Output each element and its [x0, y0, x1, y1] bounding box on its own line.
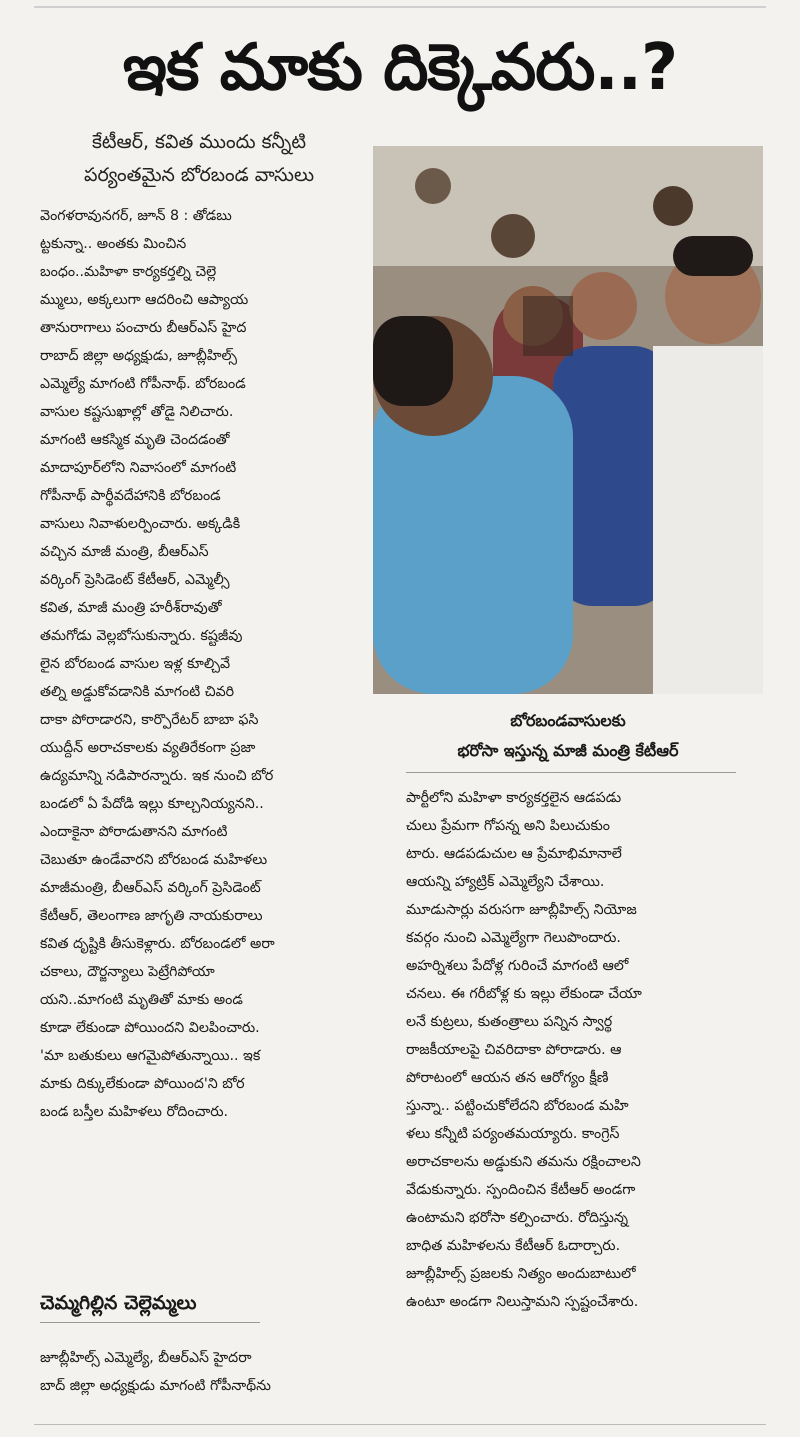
- text-line: తానురాగాలు పంచారు బీఆర్ఎస్ హైద: [40, 320, 247, 336]
- subhead: చెమ్మగిల్లిన చెల్లెమ్మలు: [40, 1292, 197, 1314]
- text-line: బాధిత మహిళలను కేటీఆర్ ఓదార్చారు.: [406, 1238, 621, 1254]
- caption-line: బోరబండవాసులకు: [510, 711, 626, 730]
- text-line: కేటీఆర్, తెలంగాణ జాగృతి నాయకురాలు: [40, 908, 263, 924]
- left-column: [40, 202, 358, 1126]
- text-line: రాజకీయాలపై చివరిదాకా పోరాడారు. ఆ: [406, 1042, 622, 1058]
- text-line: లనే కుట్రలు, కుతంత్రాలు పన్నిన స్వార్థ: [406, 1014, 613, 1030]
- text-line: జూబ్లీహిల్స్ ఎమ్మెల్యే, బీఆర్ఎస్ హైదరా: [40, 1350, 252, 1366]
- text-line: కూడా లేకుండా పోయిందని విలపించారు.: [40, 1020, 260, 1036]
- news-photo: [373, 146, 763, 694]
- text-line: దాకా పోరాడారని, కార్పొరేటర్ బాబా ఫసి: [40, 712, 259, 728]
- text-line: చులు ప్రేమగా గోపన్న అని పిలుచుకుం: [406, 818, 610, 834]
- text-line: కవిత దృష్టికి తీసుకెళ్లారు. బోరబండలో అరా: [40, 936, 275, 952]
- text-line: జూబ్లీహిల్స్ ప్రజలకు నిత్యం అందుబాటులో: [406, 1266, 636, 1282]
- text-line: తల్ని అడ్డుకోవడానికి మాగంటి చివరి: [40, 684, 235, 700]
- text-line: మ్ములు, అక్కలుగా ఆదరించి ఆప్యాయ: [40, 292, 249, 308]
- text-line: చనలు. ఈ గరీబోళ్ల కు ఇల్లు లేకుండా చేయా: [406, 986, 642, 1002]
- text-line: రాబాద్ జిల్లా అధ్యక్షుడు, జూబ్లీహిల్స్: [40, 348, 238, 364]
- text-line: ఉద్యమాన్ని నడిపారన్నారు. ఇక నుంచి బోర: [40, 768, 274, 784]
- text-line: వాసులు నివాళులర్పించారు. అక్కడికి: [40, 516, 241, 532]
- text-line: పోరాటంలో ఆయన తన ఆరోగ్యం క్షీణి: [406, 1070, 609, 1086]
- text-line: అహర్నిశలు పేదోళ్ల గురించే మాగంటి ఆలో: [406, 958, 629, 974]
- bottom-rule: [34, 1424, 766, 1425]
- text-line: మాజీమంత్రి, బీఆర్ఎస్ వర్కింగ్ ప్రెసిడెంట్: [40, 880, 261, 896]
- text-line: బండ బస్తీల మహిళలు రోదించారు.: [40, 1104, 229, 1120]
- text-line: స్తున్నా.. పట్టించుకోలేదని బోరబండ మహి: [406, 1098, 629, 1114]
- text-line: మూడుసార్లు వరుసగా జూబ్లీహిల్స్ నియోజ: [406, 902, 637, 918]
- headline: ఇక మాకు దిక్కెవరు..?: [122, 31, 678, 105]
- text-line: ఎందాకైనా పోరాడుతానని మాగంటి: [40, 824, 228, 840]
- text-line: అరాచకాలను అడ్డుకుని తమను రక్షించాలని: [406, 1154, 641, 1170]
- bottom-column: [40, 1344, 358, 1400]
- text-line: చకాలు, దౌర్జన్యాలు పెట్రేగిపోయా: [40, 964, 215, 980]
- sub-deck: [40, 126, 358, 192]
- text-line: మాకు దిక్కులేకుండా పోయింద'ని బోర: [40, 1076, 245, 1092]
- text-line: వర్కింగ్ ప్రెసిడెంట్ కేటీఆర్, ఎమ్మెల్సీ: [40, 572, 230, 588]
- text-line: ఉంటామని భరోసా కల్పించారు. రోదిస్తున్న: [406, 1210, 629, 1226]
- text-line: మాదాపూర్‌లోని నివాసంలో మాగంటి: [40, 460, 237, 476]
- caption-line: భరోసా ఇస్తున్న మాజీ మంత్రి కేటీఆర్: [457, 741, 679, 760]
- sub-deck-line: కేటీఆర్, కవిత ముందు కన్నీటి: [91, 131, 307, 153]
- text-line: చెబుతూ ఉండేవారని బోరబండ మహిళలు: [40, 852, 268, 868]
- text-line: ట్టకున్నా.. అంతకు మించిన: [40, 236, 187, 252]
- text-line: ఎమ్మెల్యే మాగంటి గోపీనాథ్. బోరబండ: [40, 376, 246, 392]
- text-line: వాసుల కష్టసుఖాల్లో తోడై నిలిచారు.: [40, 404, 234, 420]
- text-line: బంధం..మహిళా కార్యకర్తల్ని చెల్లె: [40, 264, 217, 280]
- text-line: ఉంటూ అండగా నిలుస్తామని స్పష్టంచేశారు.: [406, 1294, 639, 1310]
- photo-caption: [373, 706, 763, 766]
- text-line: వేడుకున్నారు. స్పందించిన కేటీఆర్ అండగా: [406, 1182, 636, 1198]
- caption-rule: [406, 772, 736, 773]
- text-line: ళలు కన్నీటి పర్యంతమయ్యారు. కాంగ్రెస్: [406, 1126, 620, 1142]
- sub-deck-line: పర్యంతమైన బోరబండ వాసులు: [83, 164, 315, 186]
- text-line: వెంగళరావునగర్, జూన్ 8 : తోడబు: [40, 208, 232, 224]
- text-line: కవర్గం నుంచి ఎమ్మెల్యేగా గెలుపొందారు.: [406, 930, 621, 946]
- text-line: పార్టీలోని మహిళా కార్యకర్తలైన ఆడపడు: [406, 790, 622, 806]
- text-line: కవిత, మాజీ మంత్రి హరీశ్‌రావుతో: [40, 600, 222, 616]
- text-line: తమగోడు వెల్లబోసుకున్నారు. కష్టజీవు: [40, 628, 243, 644]
- right-column: [406, 784, 764, 1316]
- top-rule: [34, 6, 766, 8]
- text-line: మాగంటి ఆకస్మిక మృతి చెందడంతో: [40, 432, 230, 448]
- text-line: టారు. ఆడపడుచుల ఆ ప్రేమాభిమానాలే: [406, 846, 622, 862]
- text-line: వచ్చిన మాజీ మంత్రి, బీఆర్ఎస్: [40, 544, 209, 560]
- photo-icon: [373, 146, 763, 694]
- text-line: ఆయన్ని హ్యాట్రిక్ ఎమ్మెల్యేని చేశాయి.: [406, 874, 605, 890]
- text-line: యుద్దీన్ అరాచకాలకు వ్యతిరేకంగా ప్రజా: [40, 740, 256, 756]
- text-line: లైన బోరబండ వాసుల ఇళ్ల కూల్చివే: [40, 656, 231, 672]
- text-line: బండలో ఏ పేదోడి ఇల్లు కూల్చనియ్యనని..: [40, 796, 264, 812]
- text-line: బాద్ జిల్లా అధ్యక్షుడు మాగంటి గోపీనాథ్‌ను: [40, 1378, 271, 1394]
- text-line: 'మా బతుకులు ఆగమైపోతున్నాయి.. ఇక: [40, 1048, 261, 1064]
- text-line: గోపీనాథ్ పార్థీవదేహానికి బోరబండ: [40, 488, 221, 504]
- text-line: యని..మాగంటి మృతితో మాకు అండ: [40, 992, 243, 1008]
- subhead-rule: [40, 1322, 260, 1323]
